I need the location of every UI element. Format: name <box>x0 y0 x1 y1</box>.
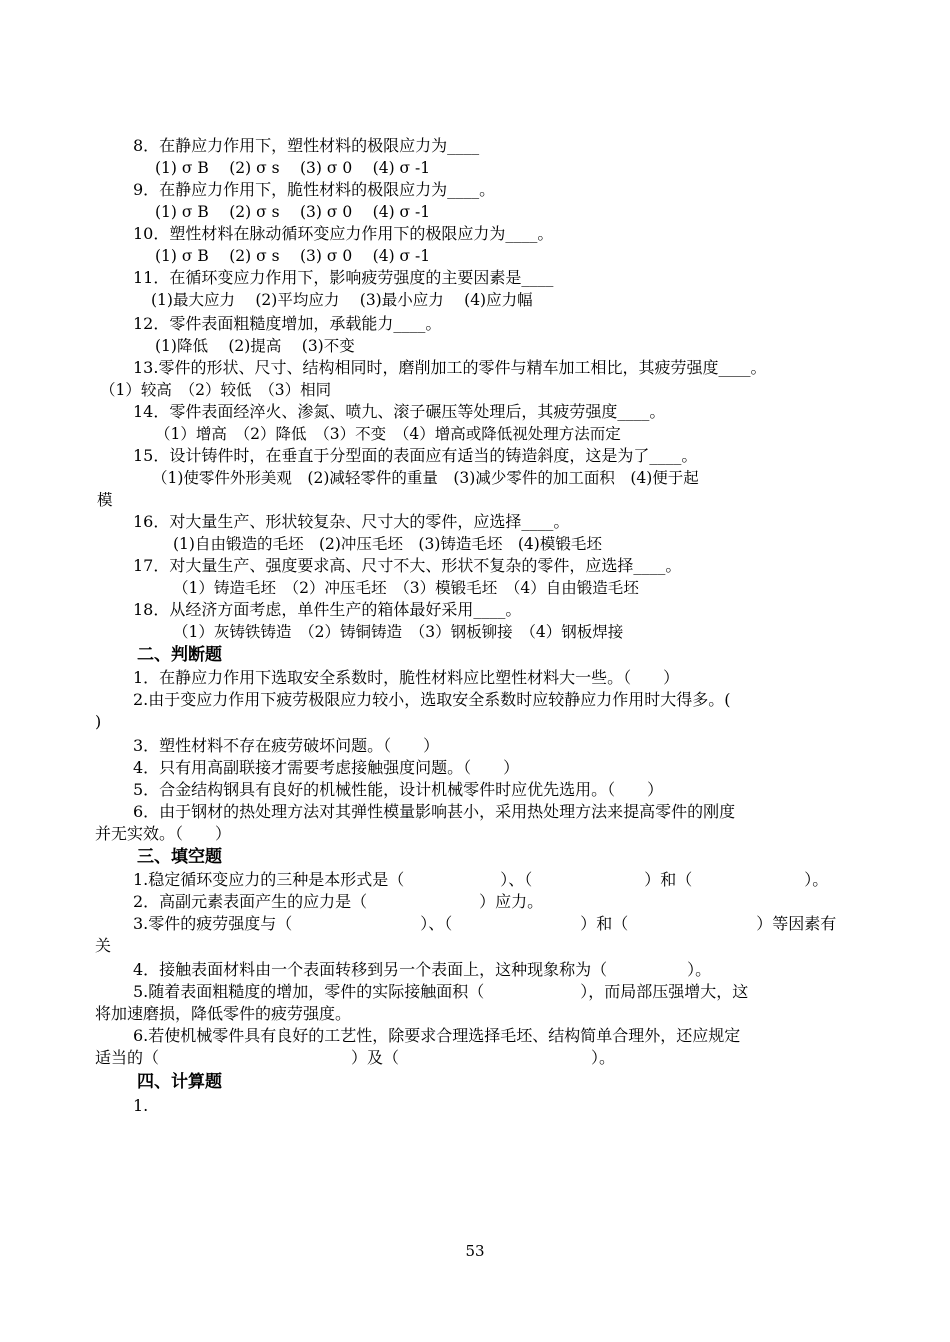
fill-item-2: 2．高副元素表面产生的应力是（ ）应力。 <box>133 892 544 911</box>
question-13: 13.零件的形状、尺寸、结构相同时，磨削加工的零件与精车加工相比，其疲劳强度____。 <box>133 358 767 377</box>
question-15-options-wrap: 模 <box>97 491 113 509</box>
question-12: 12．零件表面粗糙度增加，承载能力____。 <box>133 314 442 333</box>
question-12-options: (1)降低 (2)提高 (3)不变 <box>155 337 355 355</box>
question-17: 17．对大量生产、强度要求高、尺寸不大、形状不复杂的零件，应选择____。 <box>133 556 682 575</box>
calc-item-1: 1. <box>133 1096 149 1115</box>
section-judge-title: 二、判断题 <box>137 645 222 665</box>
question-9-options: (1) σ B (2) σ s (3) σ 0 (4) σ -1 <box>155 203 431 221</box>
question-8-options: (1) σ B (2) σ s (3) σ 0 (4) σ -1 <box>155 159 431 177</box>
section-fill-title: 三、填空题 <box>137 847 222 867</box>
question-18: 18．从经济方面考虑，单件生产的箱体最好采用____。 <box>133 600 522 619</box>
judge-item-6-wrap: 并无实效。（ ） <box>95 824 232 843</box>
question-13-options: （1）较高 （2）较低 （3）相同 <box>100 381 332 399</box>
judge-item-5: 5．合金结构钢具有良好的机械性能，设计机械零件时应优先选用。（ ） <box>133 780 664 799</box>
page-number: 53 <box>465 1242 485 1260</box>
judge-item-1: 1．在静应力作用下选取安全系数时，脆性材料应比塑性材料大一些。（ ） <box>133 668 680 687</box>
question-11-options: (1)最大应力 (2)平均应力 (3)最小应力 (4)应力幅 <box>151 291 533 309</box>
question-15-options: （1)使零件外形美观 (2)减轻零件的重量 (3)减少零件的加工面积 (4)便于起 <box>152 469 699 487</box>
question-16: 16．对大量生产、形状较复杂、尺寸大的零件，应选择____。 <box>133 512 570 531</box>
question-14: 14．零件表面经淬火、渗氮、喷九、滚子碾压等处理后，其疲劳强度____。 <box>133 402 666 421</box>
judge-item-2-wrap: ) <box>95 712 102 731</box>
question-11: 11．在循环变应力作用下，影响疲劳强度的主要因素是____ <box>133 268 554 287</box>
fill-item-4: 4．接触表面材料由一个表面转移到另一个表面上，这种现象称为（ ）。 <box>133 960 712 979</box>
judge-item-2: 2.由于变应力作用下疲劳极限应力较小，选取安全系数时应较静应力作用时大得多。( <box>133 690 731 709</box>
section-calc-title: 四、计算题 <box>137 1072 222 1092</box>
judge-item-3: 3．塑性材料不存在疲劳破坏问题。（ ） <box>133 736 440 755</box>
question-14-options: （1）增高 （2）降低 （3）不变 （4）增高或降低视处理方法而定 <box>155 425 621 443</box>
question-8: 8．在静应力作用下，塑性材料的极限应力为____ <box>133 136 480 155</box>
judge-item-6: 6．由于钢材的热处理方法对其弹性模量影响甚小，采用热处理方法来提高零件的刚度 <box>133 802 736 821</box>
question-10-options: (1) σ B (2) σ s (3) σ 0 (4) σ -1 <box>155 247 431 265</box>
fill-item-1: 1.稳定循环变应力的三种是本形式是（ ）、（ ）和（ ）。 <box>133 870 829 889</box>
question-16-options: (1)自由锻造的毛坯 (2)冲压毛坯 (3)铸造毛坯 (4)模锻毛坯 <box>173 535 602 553</box>
question-10: 10．塑性材料在脉动循环变应力作用下的极限应力为____。 <box>133 224 554 243</box>
fill-item-5: 5.随着表面粗糙度的增加，零件的实际接触面积（ ），而局部压强增大，这 <box>133 982 749 1001</box>
question-18-options: （1）灰铸铁铸造 （2）铸铜铸造 （3）钢板铆接 （4）钢板焊接 <box>173 623 624 641</box>
fill-item-5-wrap: 将加速磨损，降低零件的疲劳强度。 <box>95 1004 352 1023</box>
fill-item-3-wrap: 关 <box>95 936 112 955</box>
question-15: 15．设计铸件时，在垂直于分型面的表面应有适当的铸造斜度，这是为了____。 <box>133 446 698 465</box>
question-9: 9．在静应力作用下，脆性材料的极限应力为____。 <box>133 180 496 199</box>
fill-item-6-wrap: 适当的（ ）及（ ）。 <box>95 1048 616 1067</box>
fill-item-6: 6.若使机械零件具有良好的工艺性，除要求合理选择毛坯、结构简单合理外，还应规定 <box>133 1026 741 1045</box>
question-17-options: （1）铸造毛坯 （2）冲压毛坯 （3）模锻毛坯 （4）自由锻造毛坯 <box>173 579 639 597</box>
fill-item-3: 3.零件的疲劳强度与（ ）、（ ）和（ ）等因素有 <box>133 914 837 933</box>
judge-item-4: 4．只有用高副联接才需要考虑接触强度问题。（ ） <box>133 758 520 777</box>
